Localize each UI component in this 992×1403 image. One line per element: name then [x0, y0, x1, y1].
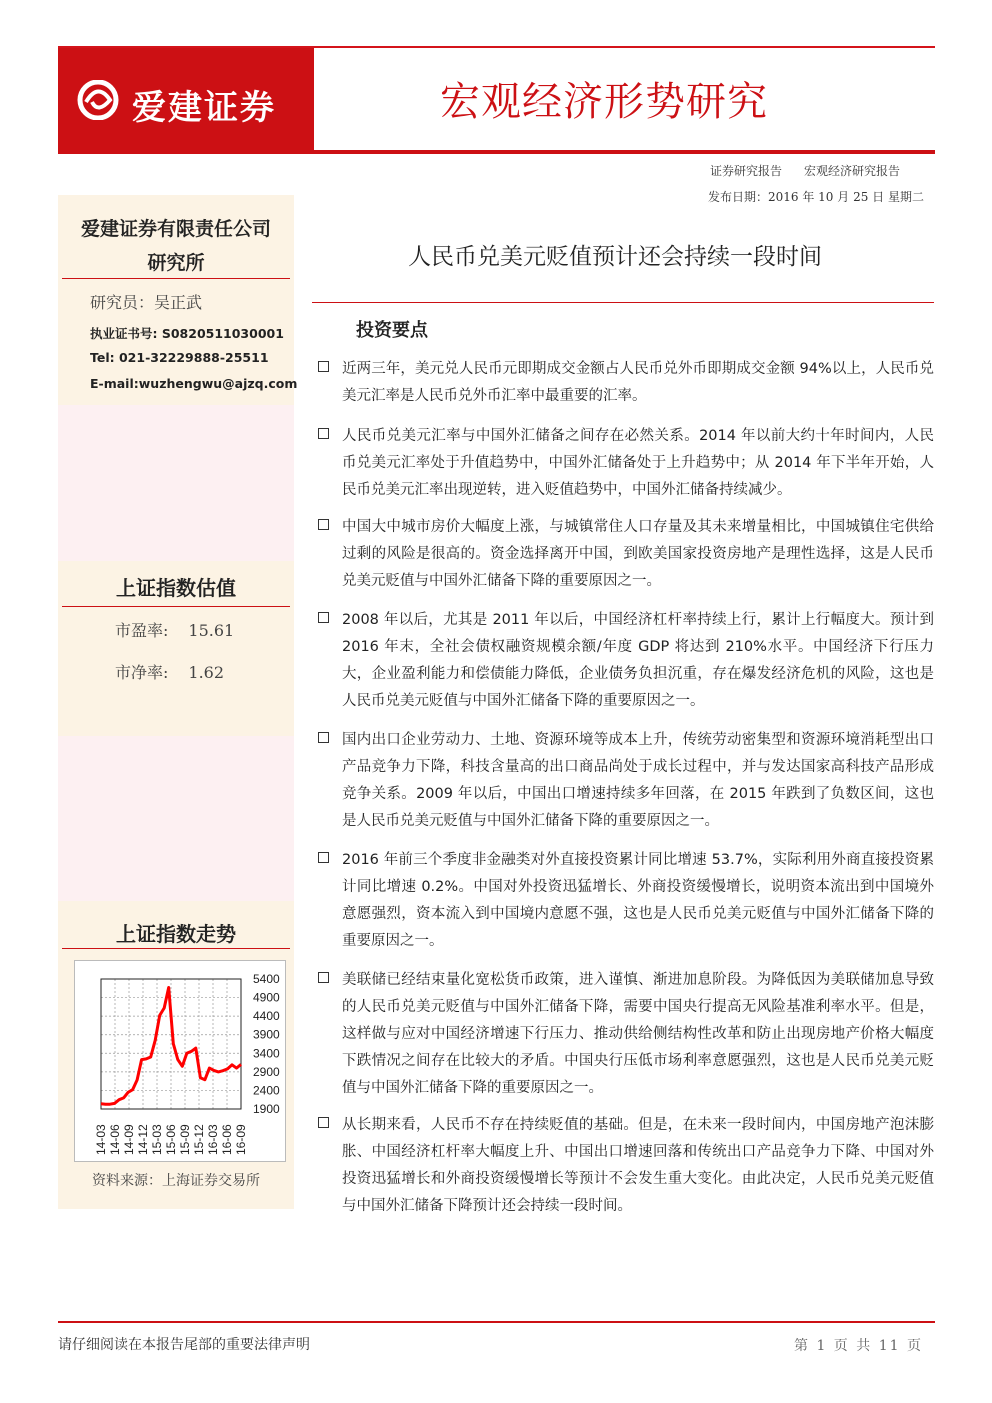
chart-source: 资料来源：上海证券交易所: [92, 1173, 260, 1189]
pb-ratio-row: [115, 660, 224, 683]
y-tick-label: 2400: [253, 1083, 280, 1098]
checkbox-bullet-icon: [318, 428, 329, 439]
key-point-item: [318, 1112, 938, 1220]
key-point-item: [318, 607, 938, 715]
company-name: [58, 212, 294, 280]
x-tick-label: 15-12: [192, 1124, 206, 1155]
y-tick-label: 5400: [253, 972, 280, 986]
x-tick-label: 14-09: [122, 1124, 136, 1155]
x-tick-label: 14-12: [136, 1124, 150, 1155]
checkbox-bullet-icon: [318, 519, 329, 530]
key-point-item: [318, 423, 938, 504]
telephone: Tel: 021-32229888-25511: [90, 350, 269, 365]
x-tick-label: 15-03: [150, 1124, 164, 1155]
report-category: 宏观经济研究报告: [804, 164, 901, 178]
company-logo-icon: [76, 80, 120, 124]
report-meta: [710, 162, 922, 179]
x-tick-label: 16-06: [220, 1124, 234, 1155]
pb-label: 市净率:: [115, 663, 169, 682]
y-tick-label: 2900: [253, 1064, 280, 1079]
index-trend-chart: [74, 960, 286, 1162]
checkbox-bullet-icon: [318, 1117, 329, 1128]
header-bottom-rule: [58, 150, 935, 154]
company-name-line2: 研究所: [147, 252, 205, 274]
series-line: [101, 988, 241, 1105]
x-tick-label: 15-09: [178, 1124, 192, 1155]
certificate-number: 执业证书号: S0820511030001: [90, 326, 284, 341]
chart-canvas: [75, 961, 285, 1161]
key-point-text: 人民币兑美元汇率与中国外汇储备之间存在必然关系。2014 年以前大约十年时间内，人民币兑美元汇率处于升值趋势中，中国外汇储备处于上升趋势中；从 2014 年下半年开始，人民币兑美元汇率出现逆转，进入贬值趋势中，中国外汇储备持续减少。: [342, 428, 934, 498]
company-name-line1: 爱建证券有限责任公司: [80, 218, 271, 240]
key-point-item: [318, 356, 938, 410]
report-series-title: 宏观经济形势研究: [440, 79, 768, 125]
y-tick-label: 1900: [253, 1102, 280, 1116]
company-logo-text: 爱建证券: [132, 88, 276, 128]
sidebar-rule: [62, 606, 290, 607]
pe-label: 市盈率:: [115, 621, 169, 640]
publish-date: 发布日期：2016 年 10 月 25 日 星期二: [708, 190, 924, 204]
key-point-text: 近两三年，美元兑人民币元即期成交金额占人民币兑外币即期成交金额 94%以上，人民币兑美元汇率是人民币兑外币汇率中最重要的汇率。: [342, 361, 934, 404]
sidebar-spacer: [58, 405, 294, 561]
key-point-item: [318, 967, 938, 1102]
trend-title: 上证指数走势: [116, 922, 236, 946]
email-link[interactable]: E-mail:wuzhengwu@ajzq.com: [90, 376, 298, 391]
key-point-text: 国内出口企业劳动力、土地、资源环境等成本上升，传统劳动密集型和资源环境消耗型出口产品竞争力下降，科技含量高的出口商品尚处于成长过程中，并与发达国家高科技产品形成竞争关系。2009 年以后，中国出口增速持续多年回落，在 2015 年跌到了负数区间，这也是人民币兑美元贬值与中国外汇储备下降的重要原因之一。: [342, 732, 934, 829]
pe-value: 15.61: [188, 621, 235, 640]
report-type: 证券研究报告: [710, 164, 783, 178]
footer-rule: [58, 1321, 935, 1323]
key-points-title: 投资要点: [356, 320, 428, 341]
y-tick-label: 3900: [253, 1027, 280, 1042]
legal-disclaimer-note: 请仔细阅读在本报告尾部的重要法律声明: [58, 1337, 310, 1353]
article-rule: [312, 302, 934, 303]
checkbox-bullet-icon: [318, 612, 329, 623]
pb-value: 1.62: [188, 663, 225, 682]
sidebar-rule: [62, 278, 290, 279]
key-point-text: 2016 年前三个季度非金融类对外直接投资累计同比增速 53.7%，实际利用外商直接投资累计同比增速 0.2%。中国对外投资迅猛增长、外商投资缓慢增长，说明资本流出到中国境外意愿强烈，资本流入到中国境内意愿不强，这也是人民币兑美元贬值与中国外汇储备下降的重要原因之一。: [342, 852, 934, 949]
key-point-text: 美联储已经结束量化宽松货币政策，进入谨慎、渐进加息阶段。为降低因为美联储加息导致的人民币兑美元贬值与中国外汇储备下降，需要中国央行提高无风险基准利率水平。但是，这样做与应对中国经济增速下行压力、推动供给侧结构性改革和防止出现房地产价格大幅度下跌情况之间存在比较大的矛盾。中国央行压低市场利率意愿强烈，这也是人民币兑美元贬值与中国外汇储备下降的重要原因之一。: [342, 972, 934, 1096]
key-point-item: [318, 514, 938, 595]
y-tick-label: 4900: [253, 990, 280, 1005]
x-tick-label: 16-09: [234, 1124, 248, 1155]
checkbox-bullet-icon: [318, 972, 329, 983]
key-point-text: 中国大中城市房价大幅度上涨，与城镇常住人口存量及其未来增量相比，中国城镇住宅供给过剩的风险是很高的。资金选择离开中国，到欧美国家投资房地产是理性选择，这是人民币兑美元贬值与中国外汇储备下降的重要原因之一。: [342, 519, 934, 589]
x-tick-label: 14-06: [108, 1124, 122, 1155]
sidebar-rule: [62, 948, 290, 949]
article-title: 人民币兑美元贬值预计还会持续一段时间: [408, 244, 822, 270]
sidebar-spacer: [58, 736, 294, 901]
x-tick-label: 14-03: [94, 1124, 108, 1155]
y-tick-label: 4400: [253, 1009, 280, 1024]
checkbox-bullet-icon: [318, 732, 329, 743]
key-point-item: [318, 727, 938, 835]
page-number: 第 1 页 共 11 页: [794, 1338, 923, 1354]
researcher-name: 研究员：吴正武: [90, 293, 203, 312]
x-tick-label: 15-06: [164, 1124, 178, 1155]
y-tick-label: 3400: [253, 1046, 280, 1061]
key-point-text: 2008 年以后，尤其是 2011 年以后，中国经济杠杆率持续上行，累计上行幅度大。预计到 2016 年末，全社会债权融资规模余额/年度 GDP 将达到 210%水平。中国经济下行压力大，企业盈利能力和偿债能力降低，企业债务负担沉重，存在爆发经济危机的风险，这也是人民币兑美元贬值与中国外汇储备下降的重要原因之一。: [342, 612, 934, 709]
key-point-item: [318, 847, 938, 955]
checkbox-bullet-icon: [318, 852, 329, 863]
pe-ratio-row: [115, 618, 234, 641]
valuation-title: 上证指数估值: [116, 576, 236, 600]
checkbox-bullet-icon: [318, 361, 329, 372]
key-point-text: 从长期来看，人民币不存在持续贬值的基础。但是，在未来一段时间内，中国房地产泡沫膨胀、中国经济杠杆率大幅度上升、中国出口增速回落和传统出口产品竞争力下降、中国对外投资迅猛增长和外商投资缓慢增长等预计不会发生重大变化。由此决定，人民币兑美元贬值与中国外汇储备下降预计还会持续一段时间。: [342, 1117, 934, 1214]
x-tick-label: 16-03: [206, 1124, 220, 1155]
